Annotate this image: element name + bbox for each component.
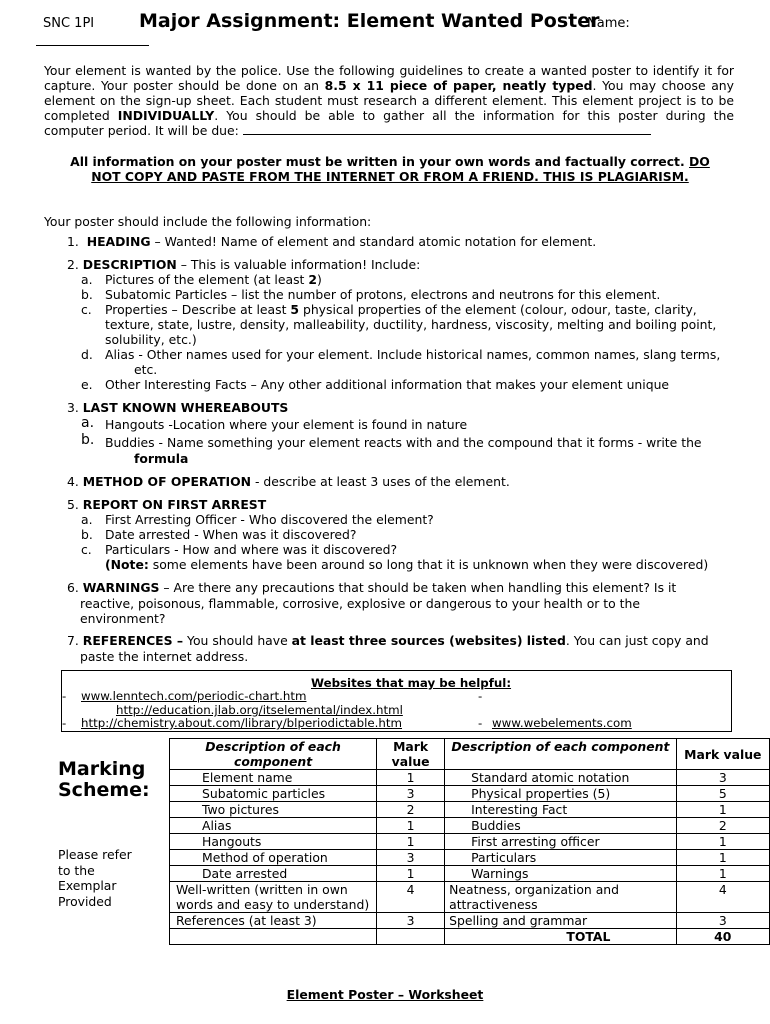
table-cell: 1	[676, 866, 769, 882]
table-row	[170, 913, 770, 929]
table-cell: Subatomic particles	[170, 786, 377, 802]
table-row	[170, 834, 770, 850]
item-text-cont: reactive, poisonous, flammable, corrosive, explosive or dangerous to your health or to the	[80, 596, 641, 611]
marking-heading	[58, 759, 150, 801]
table-total-row	[170, 929, 770, 945]
table-cell	[377, 929, 445, 945]
table-cell: 3	[676, 770, 769, 786]
item-report	[67, 497, 266, 512]
link-webelements[interactable]: www.webelements.com	[492, 716, 632, 730]
table-cell: Particulars	[445, 850, 677, 866]
table-cell: 3	[676, 913, 769, 929]
sub-text: Properties – Describe at least	[105, 302, 291, 317]
sub-item: Buddies - Name something your element reacts with and the compound that it forms - write the	[105, 435, 702, 450]
table-row	[170, 882, 770, 913]
warning-underlined: DO NOT COPY AND PASTE FROM THE INTERNET OR FROM A FRIEND. THIS IS PLAGIARISM.	[91, 154, 710, 184]
table-row	[170, 818, 770, 834]
table-cell: 3	[377, 850, 445, 866]
sub-letter: d.	[81, 347, 93, 362]
link-about[interactable]: http://chemistry.about.com/library/blperiodictable.htm	[81, 716, 403, 730]
marking-table	[169, 738, 770, 945]
exemplar-note	[58, 847, 132, 909]
item-text: – This is valuable information! Include:	[176, 257, 421, 272]
table-cell: 2	[377, 802, 445, 818]
item-warnings	[67, 580, 676, 595]
name-label: Name:	[587, 16, 630, 31]
item-label: WARNINGS	[82, 580, 160, 595]
item-references	[67, 633, 709, 648]
link-lenntech[interactable]: www.lenntech.com/periodic-chart.htm	[81, 689, 307, 703]
sub-text: physical properties of the element (colour, odour, taste, clarity,	[299, 302, 697, 317]
item-text: - describe at least 3 uses of the element.	[251, 474, 510, 489]
header-mark: Mark value	[676, 739, 769, 770]
table-cell: Method of operation	[170, 850, 377, 866]
table-cell: 4	[676, 882, 769, 913]
table-cell: Hangouts	[170, 834, 377, 850]
table-cell: Neatness, organization and attractiveness	[445, 882, 677, 913]
course-code: SNC 1PI	[43, 16, 95, 31]
table-cell: Well-written (written in own words and easy to understand)	[170, 882, 377, 913]
item-label: REFERENCES –	[82, 633, 184, 648]
table-cell: Date arrested	[170, 866, 377, 882]
total-value: 40	[676, 929, 769, 945]
table-cell: 1	[676, 802, 769, 818]
plagiarism-warning	[60, 154, 720, 184]
sub-letter: a.	[81, 272, 93, 287]
table-cell: 1	[377, 818, 445, 834]
table-cell: Standard atomic notation	[445, 770, 677, 786]
intro-bold-2: INDIVIDUALLY	[117, 108, 215, 123]
sub-text: Pictures of the element (at least	[105, 272, 309, 287]
intro-text-2: . You may choose any element on the sign-up sheet. Each student must research a different element. This element project is to be completed	[44, 78, 734, 123]
sub-letter: c.	[81, 542, 92, 557]
intro-text-3: . You should be able to gather all the information for this poster during the computer period. It will be due:	[44, 108, 734, 138]
bullet: -	[478, 716, 483, 730]
intro-paragraph	[44, 63, 734, 138]
item-label: LAST KNOWN WHEREABOUTS	[82, 400, 289, 415]
header-description: Description of each component	[445, 739, 677, 770]
sub-letter: b.	[81, 287, 93, 302]
item-label: METHOD OF OPERATION	[82, 474, 252, 489]
note-line: Exemplar	[58, 878, 117, 893]
note-line: to the	[58, 862, 95, 878]
sub-item-cont: etc.	[134, 362, 158, 377]
page-title: Major Assignment: Element Wanted Poster	[139, 10, 600, 32]
table-cell: Alias	[170, 818, 377, 834]
item-number: 4.	[67, 474, 79, 489]
table-cell: Warnings	[445, 866, 677, 882]
sub-item: Particulars - How and where was it discovered?	[105, 542, 398, 557]
item-number: 2.	[67, 257, 79, 272]
table-row	[170, 786, 770, 802]
item-label: HEADING	[86, 234, 151, 249]
item-number: 5.	[67, 497, 79, 512]
table-cell: 3	[377, 913, 445, 929]
item-number: 3.	[67, 400, 79, 415]
table-cell: 1	[377, 770, 445, 786]
note-line: Please refer	[58, 847, 132, 862]
total-label: TOTAL	[445, 929, 677, 945]
item-number: 7.	[67, 633, 79, 648]
table-cell: Buddies	[445, 818, 677, 834]
item-number: 1.	[67, 234, 79, 249]
sub-letter: a.	[81, 512, 93, 527]
due-date-line	[243, 123, 651, 135]
table-cell	[170, 929, 377, 945]
sub-letter: a.	[81, 415, 95, 431]
worksheet-title: Element Poster – Worksheet	[286, 987, 484, 1002]
sub-item: Other Interesting Facts – Any other additional information that makes your element unique	[105, 377, 670, 392]
item-text-cont: environment?	[80, 611, 166, 626]
intro-bold-1: 8.5 x 11 piece of paper, neatly typed	[324, 78, 593, 93]
name-line	[36, 45, 149, 46]
table-row	[170, 850, 770, 866]
table-row	[170, 802, 770, 818]
bullet: -	[62, 689, 67, 703]
sub-item: Alias - Other names used for your element. Include historical names, common names, slang terms,	[105, 347, 721, 362]
table-cell: Interesting Fact	[445, 802, 677, 818]
table-row	[170, 866, 770, 882]
websites-title: Websites that may be helpful:	[311, 676, 512, 690]
item-text: . You can just copy and	[565, 633, 709, 648]
item-text: – Are there any precautions that should be taken when handling this element? Is it	[159, 580, 677, 595]
item-label: DESCRIPTION	[82, 257, 177, 272]
item-text: – Wanted! Name of element and standard atomic notation for element.	[150, 234, 597, 249]
marking-heading-line: Scheme:	[58, 779, 150, 801]
table-cell: 1	[676, 834, 769, 850]
note-label: (Note:	[105, 557, 149, 572]
sub-item: Date arrested - When was it discovered?	[105, 527, 357, 542]
note-line: Provided	[58, 893, 112, 909]
item-label: REPORT ON FIRST ARREST	[82, 497, 267, 512]
table-cell: 3	[377, 786, 445, 802]
table-cell: 5	[676, 786, 769, 802]
sub-item-cont: solubility, etc.)	[105, 332, 197, 347]
header-mark: Mark value	[377, 739, 445, 770]
table-cell: First arresting officer	[445, 834, 677, 850]
intro-text-1: Your element is wanted by the police. Use the following guidelines to create a wanted poster to identify it for capture. Your poster should be done on an	[44, 63, 734, 93]
sub-letter: e.	[81, 377, 93, 392]
table-cell: Element name	[170, 770, 377, 786]
sub-item: First Arresting Officer - Who discovered the element?	[105, 512, 434, 527]
table-cell: 1	[377, 866, 445, 882]
sub-bold: 5	[290, 302, 300, 317]
note-text: some elements have been around so long that it is unknown when they were discovered)	[148, 557, 709, 572]
sub-item-bold: formula	[134, 451, 189, 466]
item-whereabouts	[67, 400, 288, 415]
sub-bold: 2	[308, 272, 317, 287]
table-cell: References (at least 3)	[170, 913, 377, 929]
table-cell: 1	[676, 850, 769, 866]
sub-text: )	[316, 272, 322, 287]
marking-heading-line: Marking	[58, 758, 146, 780]
table-cell: 4	[377, 882, 445, 913]
sub-item: Subatomic Particles – list the number of protons, electrons and neutrons for this element.	[105, 287, 661, 302]
bullet: -	[478, 689, 483, 703]
sub-letter: b.	[81, 432, 95, 448]
table-cell: Two pictures	[170, 802, 377, 818]
sub-item	[105, 302, 697, 317]
item-heading	[67, 234, 596, 249]
sub-item-cont: texture, state, lustre, density, malleability, ductility, hardness, viscosity, melting and boiling point,	[105, 317, 717, 332]
bullet: -	[62, 716, 67, 730]
table-cell: 1	[377, 834, 445, 850]
item-description	[67, 257, 420, 272]
header-description: Description of each component	[170, 739, 377, 770]
item-text-cont: paste the internet address.	[80, 649, 249, 664]
table-header-row	[170, 739, 770, 770]
sub-item: Hangouts -Location where your element is found in nature	[105, 417, 468, 432]
sub-item	[105, 272, 322, 287]
warning-text: All information on your poster must be written in your own words and factually correct.	[70, 154, 685, 169]
lead-text: Your poster should include the following information:	[44, 214, 372, 229]
sub-letter: b.	[81, 527, 93, 542]
item-text: You should have	[183, 633, 292, 648]
item-bold: at least three sources (websites) listed	[291, 633, 566, 648]
sub-letter: c.	[81, 302, 92, 317]
note	[105, 557, 708, 572]
table-cell: Spelling and grammar	[445, 913, 677, 929]
item-number: 6.	[67, 580, 79, 595]
table-cell: 2	[676, 818, 769, 834]
item-method	[67, 474, 510, 489]
link-jlab[interactable]: http://education.jlab.org/itselemental/index.html	[116, 703, 403, 717]
table-cell: Physical properties (5)	[445, 786, 677, 802]
table-row	[170, 770, 770, 786]
